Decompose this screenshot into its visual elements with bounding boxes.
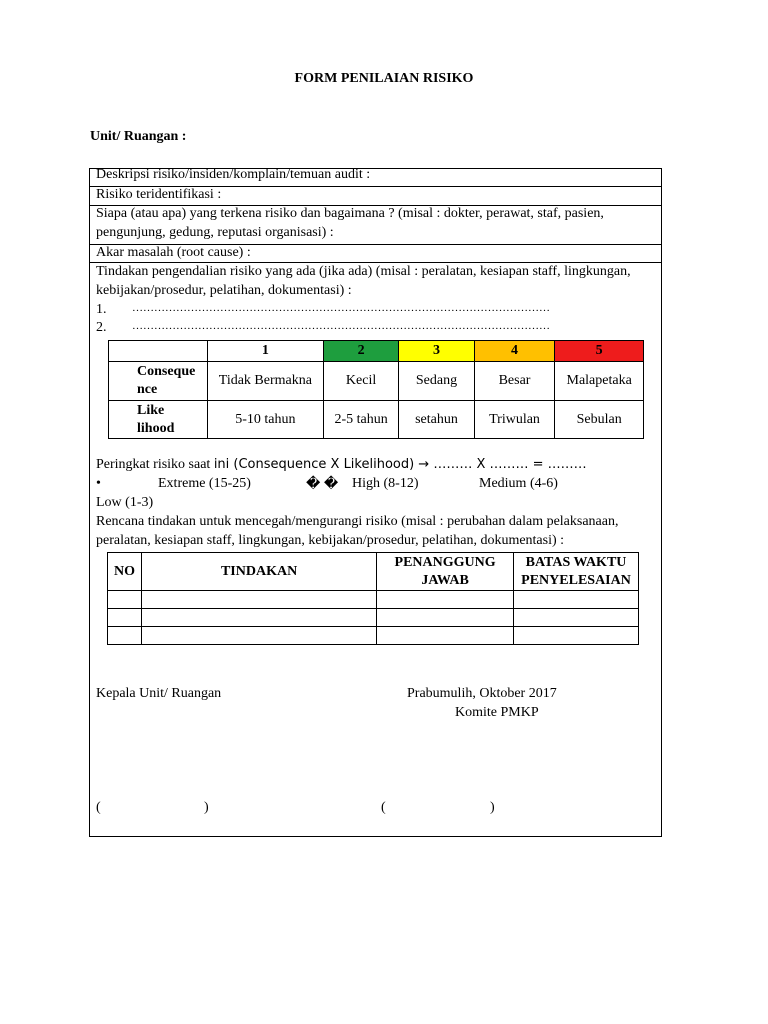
cell-batas-waktu[interactable] [514,627,639,645]
row-risiko: Risiko teridentifikasi : [96,187,222,202]
consequence-2: Kecil [323,362,398,401]
bullet: • [96,476,101,491]
row-akar: Akar masalah (root cause) : [96,245,251,260]
row-tindakan-line1: Tindakan pengendalian risiko yang ada (jika ada) (misal : peralatan, kesiapan staff, lingkungan, [96,264,631,279]
high-checkbox[interactable]: � � [306,477,339,492]
cell-penanggung-jawab[interactable] [377,627,514,645]
cell-penanggung-jawab[interactable] [377,609,514,627]
item-2-dots: …………………………………………………………………………………………………… [132,320,550,332]
cell-penanggung-jawab[interactable] [377,591,514,609]
col-no-header: NO [108,553,142,591]
cell-tindakan[interactable] [141,627,376,645]
table-row [108,609,639,627]
cell-tindakan[interactable] [141,609,376,627]
consequence-3: Sedang [399,362,475,401]
signature-place-date: Prabumulih, Oktober 2017 [407,686,557,701]
likelihood-5: Sebulan [555,401,644,439]
action-plan-table [107,552,639,645]
signature-right-open: ( [381,800,386,815]
level-2-header: 2 [323,341,398,362]
low-option-label: Low (1-3) [96,495,154,510]
consequence-label: Conseque nce [109,362,208,401]
row-tindakan-line2: kebijakan/prosedur, pelatihan, dokumentasi) : [96,283,352,298]
consequence-5: Malapetaka [555,362,644,401]
rencana-line2: peralatan, kesiapan staff, lingkungan, kebijakan/prosedur, pelatihan, dokumentasi) : [96,533,565,548]
form-title: FORM PENILAIAN RISIKO [294,71,474,86]
cell-no[interactable] [108,627,142,645]
risk-matrix-table [108,340,644,439]
cell-no[interactable] [108,591,142,609]
col-tindakan-header: TINDAKAN [141,553,376,591]
likelihood-2: 2-5 tahun [323,401,398,439]
risk-matrix-header-row [109,341,644,362]
item-2-number: 2. [96,320,107,335]
extreme-option-label: Extreme (15-25) [158,476,251,491]
row-siapa-line1: Siapa (atau apa) yang terkena risiko dan bagaimana ? (misal : dokter, perawat, staf, pasien, [96,206,604,221]
table-row [108,591,639,609]
row-siapa-line2: pengunjung, gedung, reputasi organisasi) : [96,225,334,240]
action-plan-header-row [108,553,639,591]
signature-right-title: Komite PMKP [455,705,539,720]
consequence-1: Tidak Bermakna [207,362,323,401]
divider [89,262,662,263]
level-5-header: 5 [555,341,644,362]
medium-option-label: Medium (4-6) [479,476,558,491]
unit-label: Unit/ Ruangan : [90,129,187,144]
cell-no[interactable] [108,609,142,627]
row-deskripsi: Deskripsi risiko/insiden/komplain/temuan audit : [96,167,371,182]
item-1-number: 1. [96,302,107,317]
col-batas-waktu-header: BATAS WAKTU PENYELESAIAN [514,553,639,591]
high-option-label: High (8-12) [352,476,419,491]
signature-left-title: Kepala Unit/ Ruangan [96,686,222,701]
likelihood-4: Triwulan [474,401,555,439]
item-1-dots: …………………………………………………………………………………………………… [132,302,550,314]
header-blank [109,341,208,362]
likelihood-row [109,401,644,439]
col-penanggung-jawab-header: PENANGGUNG JAWAB [377,553,514,591]
signature-right-close: ) [490,800,495,815]
level-4-header: 4 [474,341,555,362]
cell-tindakan[interactable] [141,591,376,609]
consequence-row [109,362,644,401]
cell-batas-waktu[interactable] [514,609,639,627]
consequence-4: Besar [474,362,555,401]
cell-batas-waktu[interactable] [514,591,639,609]
signature-left-open: ( [96,800,101,815]
level-1-header: 1 [207,341,323,362]
likelihood-label: Like lihood [109,401,208,439]
rencana-line1: Rencana tindakan untuk mencegah/mengurangi risiko (misal : perubahan dalam pelaksanaan, [96,514,619,529]
likelihood-3: setahun [399,401,475,439]
likelihood-1: 5-10 tahun [207,401,323,439]
rating-line: Peringkat risiko saat ini (Consequence X Likelihood) → ……… X ……… = ……… [96,457,587,472]
table-row [108,627,639,645]
level-3-header: 3 [399,341,475,362]
signature-left-close: ) [204,800,209,815]
